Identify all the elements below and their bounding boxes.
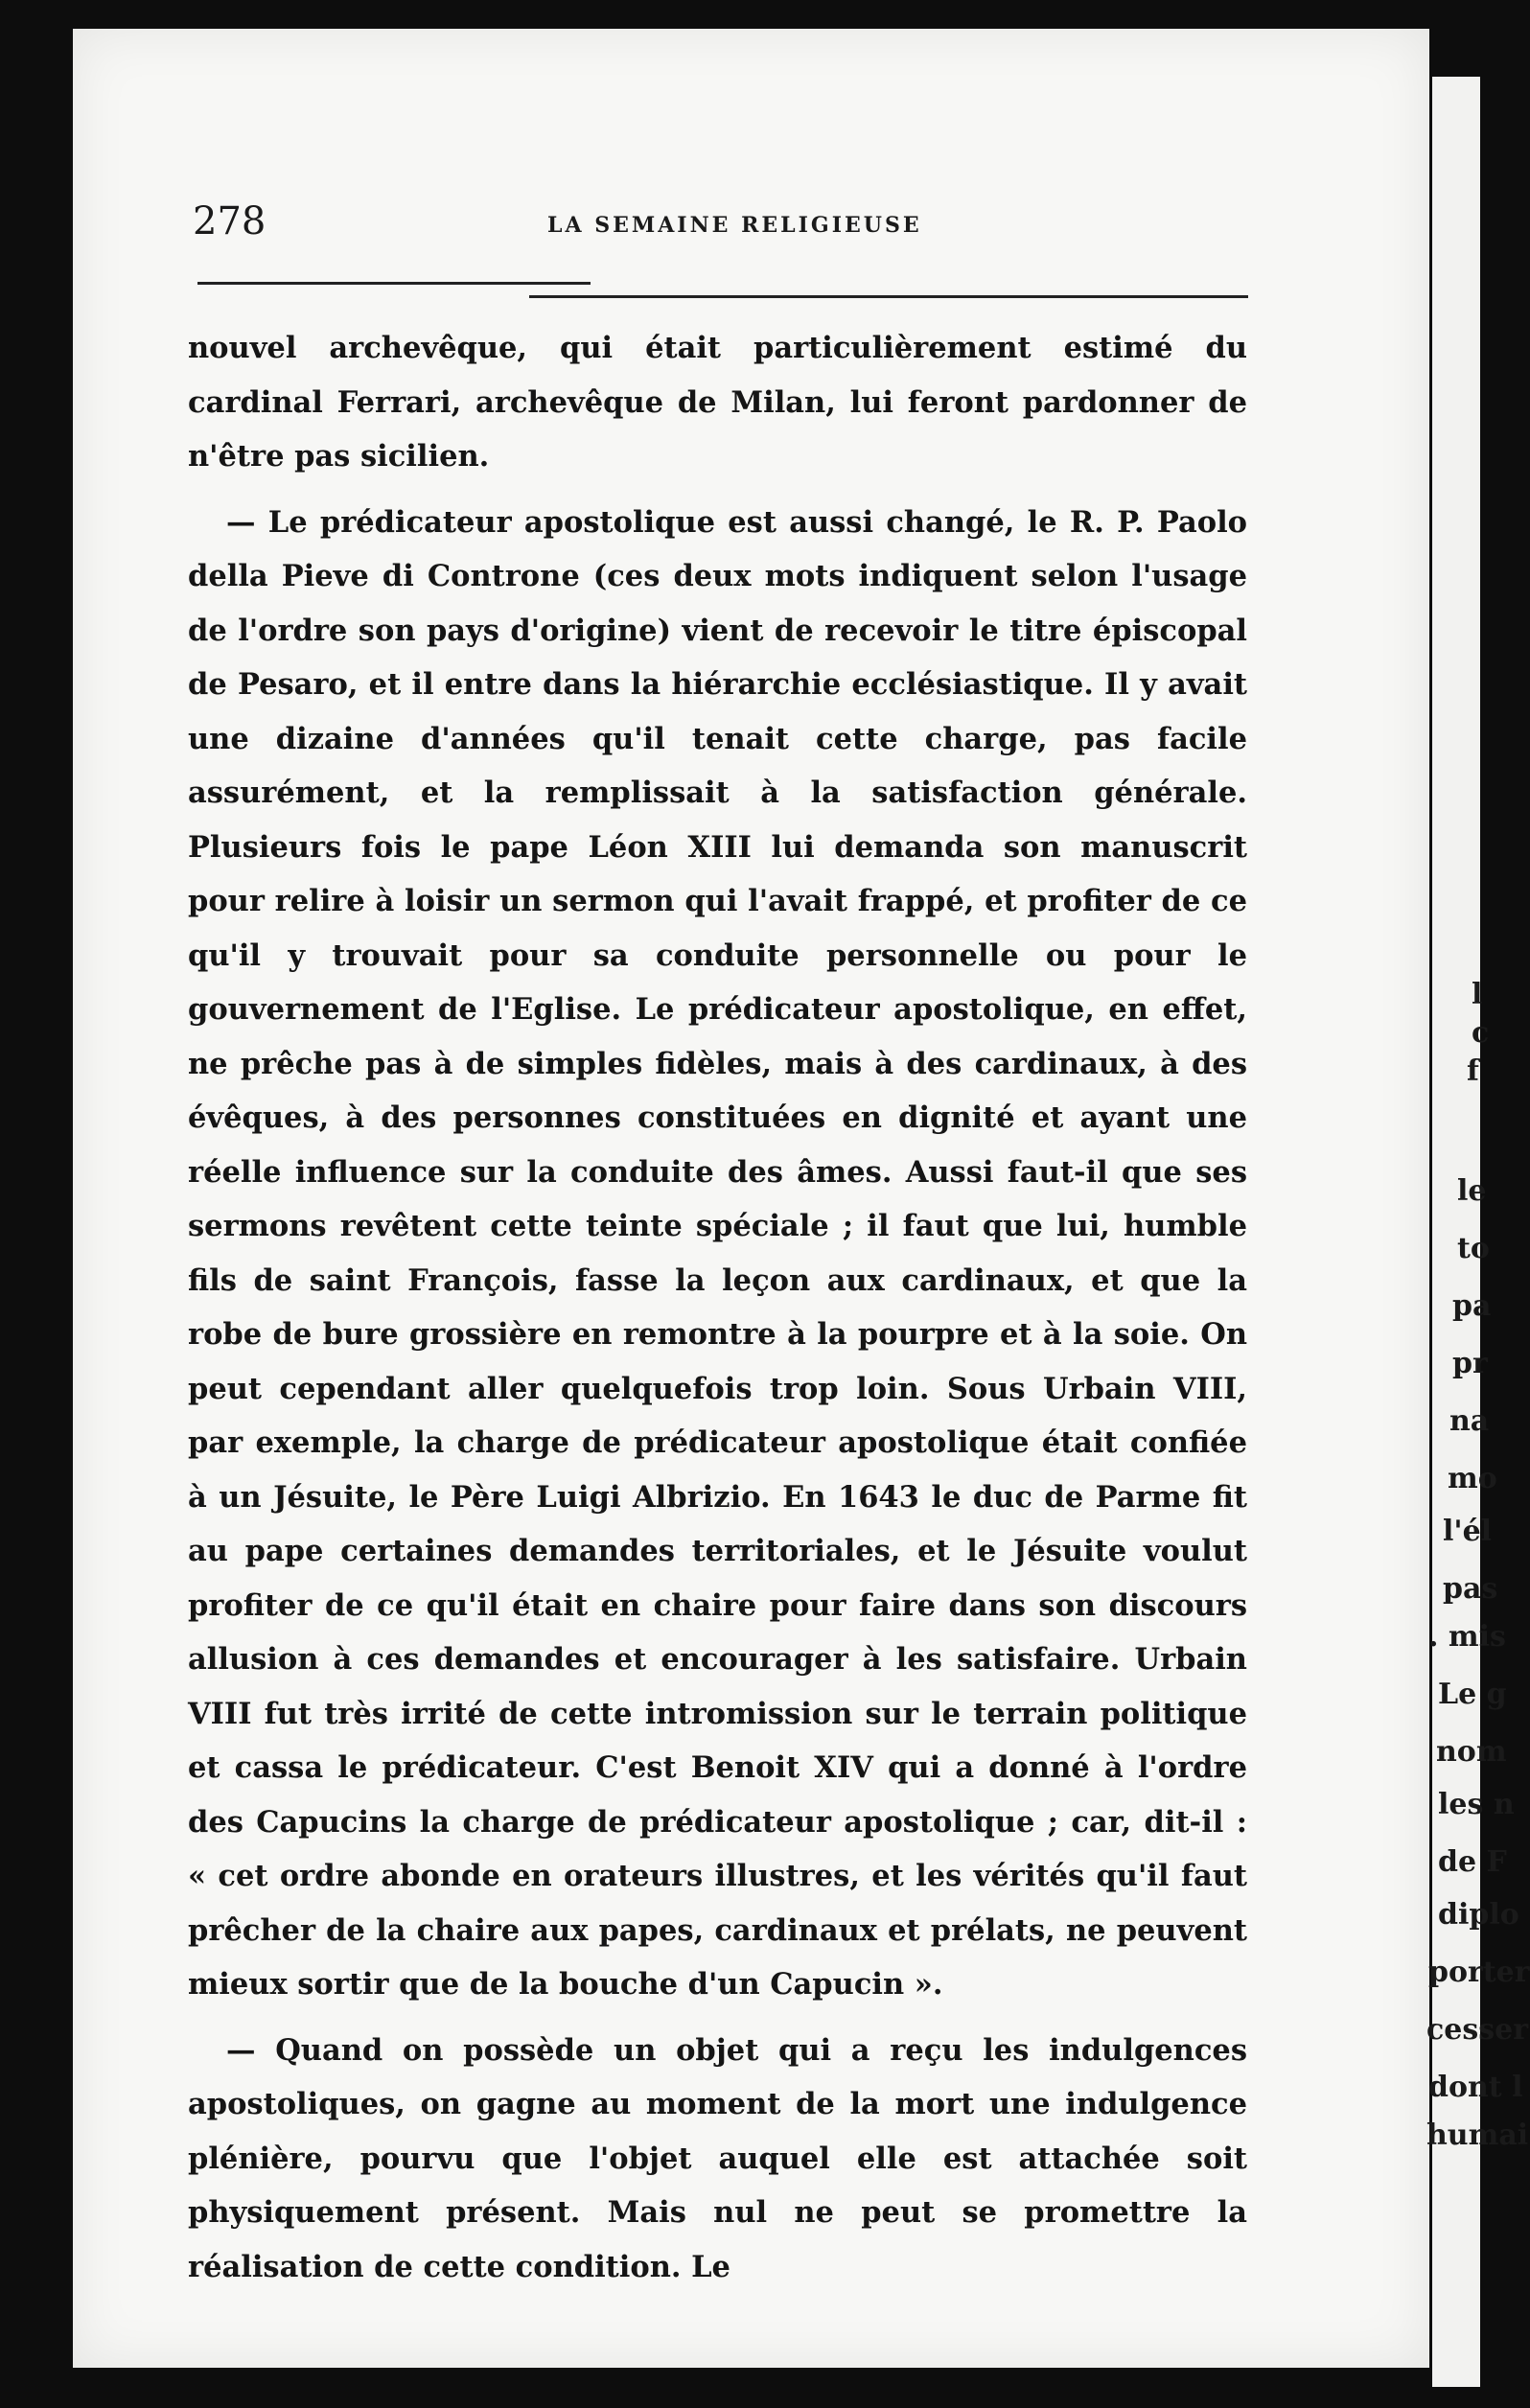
adjacent-page-line: l'él xyxy=(1443,1515,1493,1548)
body-text xyxy=(188,321,1247,2305)
adjacent-page-line: Le g xyxy=(1438,1678,1507,1711)
adjacent-page-line: les n xyxy=(1438,1788,1515,1821)
adjacent-page-line: le xyxy=(1457,1174,1487,1208)
adjacent-page-line: to xyxy=(1457,1232,1490,1265)
adjacent-page-line: pas xyxy=(1443,1572,1498,1606)
adjacent-page-line: nom xyxy=(1436,1735,1507,1769)
page-header xyxy=(193,163,1324,243)
adjacent-page-line: cesser xyxy=(1426,2013,1529,2047)
adjacent-page-line: dont l xyxy=(1428,2071,1523,2104)
adjacent-page-line: mo xyxy=(1448,1462,1497,1495)
adjacent-page-line: pr xyxy=(1452,1347,1488,1380)
page-number: 278 xyxy=(193,199,267,243)
header-rule-left xyxy=(197,282,591,285)
paragraph-1: nouvel archevêque, qui était particulièrement estimé du cardinal Ferrari, archevêque de Milan, lui feront pardonner de n'être pas sicilien. xyxy=(188,331,1247,474)
adjacent-page-line: c xyxy=(1472,1016,1490,1050)
paragraph-2: — Le prédicateur apostolique est aussi changé, le R. P. Paolo della Pieve di Controne (ces deux mots indiquent selon l'usage de l'ordre son pays d'origine) vient de recevoir le titre épiscopal de Pesaro, et il entre dans la hiérarchie ecclésiastique. Il y avait une dizaine d'années qu'il tenait cette charge, pas facile assurément, et la remplissait à la satisfaction générale. Plusieurs fois le pape Léon XIII lui demanda son manuscrit pour relire à loisir un sermon qui l'avait frappé, et profiter de ce qu'il y trouvait pour sa conduite personnelle ou pour le gouvernement de l'Eglise. Le prédicateur apostolique, en effet, ne prêche pas à de simples fidèles, mais à des cardinaux, à des évêques, à des personnes constituées en dignité et ayant une réelle influence sur la conduite des âmes. Aussi faut-il que ses sermons revêtent cette teinte spéciale ; il faut que lui, humble fils de saint François, fasse la leçon aux cardinaux, et que la robe de bure grossière en remontre à la pourpre et à la soie. On peut cependant aller quelquefois trop loin. Sous Urbain VIII, par exemple, la charge de prédicateur apostolique était confiée à un Jésuite, le Père Luigi Albrizio. En 1643 le duc de Parme fit au pape certaines demandes territoriales, et le Jésuite voulut profiter de ce qu'il était en chaire pour faire dans son discours allusion à ces demandes et encourager à les satisfaire. Urbain VIII fut très irrité de cette intromission sur le terrain politique et cassa le prédicateur. C'est Benoit XIV qui a donné à l'ordre des Capucins la charge de prédicateur apostolique ; car, dit-il : « cet ordre abonde en orateurs illustres, et les vérités qu'il faut prêcher de la chaire aux papes, cardinaux et prélats, ne peuvent mieux sortir que de la bouche d'un Capucin ». xyxy=(188,504,1247,2002)
adjacent-page-line: de F xyxy=(1438,1845,1507,1879)
adjacent-page-line: diplo xyxy=(1438,1898,1519,1932)
adjacent-page-line: l xyxy=(1472,978,1483,1011)
paragraph-3: — Quand on possède un objet qui a reçu les indulgences apostoliques, on gagne au moment de la mort une indulgence plénière, pourvu que l'objet auquel elle est attachée soit physiquement présent. Mais nul ne peut se promettre la réalisation de cette condition. Le xyxy=(188,2032,1247,2284)
adjacent-page-line: na xyxy=(1449,1404,1490,1438)
adjacent-page-line: porter xyxy=(1428,1956,1530,1989)
adjacent-page-line: humai xyxy=(1426,2119,1529,2152)
header-rule-right xyxy=(529,295,1248,298)
adjacent-page-line: . mis xyxy=(1428,1620,1506,1654)
adjacent-page-line: f xyxy=(1467,1054,1479,1088)
running-title: LA SEMAINE RELIGIEUSE xyxy=(547,213,922,238)
adjacent-page-line: pa xyxy=(1452,1289,1492,1323)
